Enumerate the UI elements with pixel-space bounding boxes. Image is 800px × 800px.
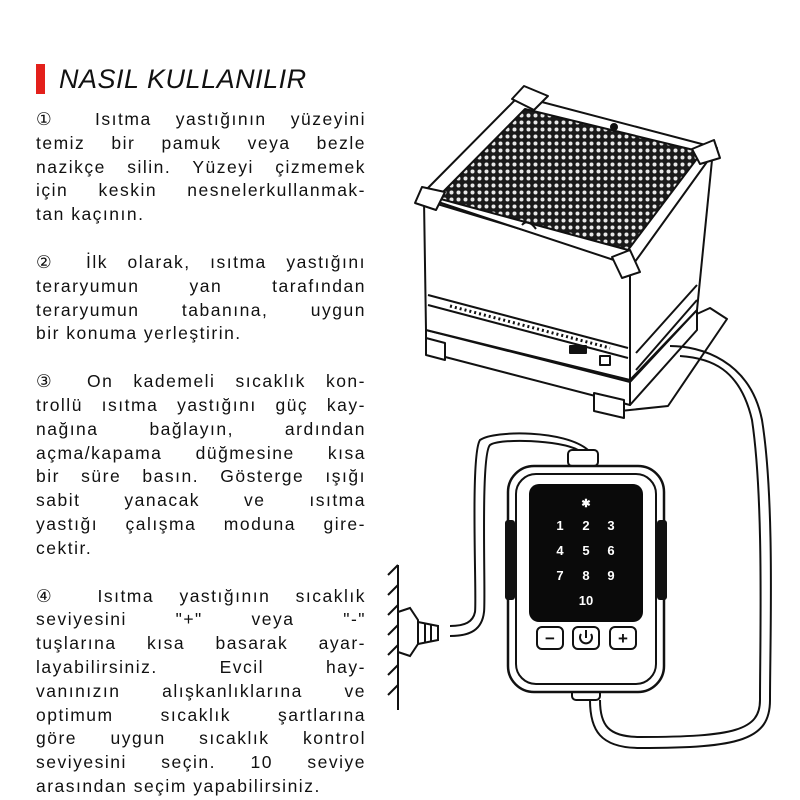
page-title: NASIL KULLANILIR (59, 63, 307, 94)
plus-button-label: + (618, 629, 628, 648)
step-line: arasından seçim yapabilirsiniz. (36, 775, 321, 796)
level-label: 6 (607, 543, 615, 558)
minus-button[interactable] (537, 627, 563, 649)
level-label: 7 (556, 568, 564, 583)
step-line: temiz bir pamuk veya bezle (36, 132, 366, 153)
step-3 (36, 370, 366, 560)
level-label: 8 (582, 568, 590, 583)
level-label: 5 (582, 543, 590, 558)
step-line: cektir. (36, 537, 93, 558)
power-button[interactable] (573, 627, 599, 649)
step-line: vanınızın alışkanlıklarına ve (36, 680, 366, 701)
step-line: göre uygun sıcaklık kontrol (36, 728, 366, 749)
step-line: ③ On kademeli sıcaklık kon- (36, 371, 366, 392)
step-line: teraryumun tabanına, uygun (36, 299, 366, 320)
terrarium-heating-pad-illustration (370, 60, 800, 800)
level-label: 1 (556, 518, 564, 533)
indicator-light-icon: ✱ (581, 498, 591, 510)
step-line: tan kaçının. (36, 204, 145, 225)
step-line: yastığı çalışma moduna gire- (36, 513, 366, 534)
step-line: açma/kapama düğmesine kısa (36, 442, 366, 463)
step-line: ② İlk olarak, ısıtma yastığını (36, 251, 366, 272)
step-line: bir konuma yerleştirin. (36, 323, 242, 344)
step-line: ① Isıtma yastığının yüzeyini (36, 109, 366, 129)
step-line: optimum sıcaklık şartlarına (36, 704, 366, 725)
step-line: bir süre basın. Gösterge ışığı (36, 466, 366, 487)
heading-block (36, 62, 307, 96)
step-4 (36, 585, 366, 799)
step-line: tuşlarına kısa basarak ayar- (36, 633, 366, 654)
step-line: trollü ısıtma yastığını güç kay- (36, 394, 366, 415)
instruction-steps (36, 108, 366, 799)
step-1 (36, 108, 366, 227)
plus-button[interactable] (610, 627, 636, 649)
step-line: nağına bağlayın, ardından (36, 418, 366, 439)
step-2 (36, 251, 366, 346)
step-line: için keskin nesnelerkullanmak- (36, 180, 366, 201)
level-label: 10 (578, 593, 594, 608)
terrarium (415, 86, 727, 418)
step-line: sabit yanacak ve ısıtma (36, 490, 366, 511)
level-label: 9 (607, 568, 615, 583)
level-label: 2 (582, 518, 590, 533)
step-line: teraryumun yan tarafından (36, 275, 366, 296)
step-line: ④ Isıtma yastığının sıcaklık (36, 585, 366, 606)
step-line: nazikçe silin. Yüzeyi çizmemek (36, 156, 366, 177)
level-label: 3 (607, 518, 615, 533)
wall-plug (388, 565, 438, 710)
step-line: seviyesini seçin. 10 seviye (36, 752, 366, 773)
accent-bar (36, 64, 45, 94)
step-line: layabilirsiniz. Evcil hay- (36, 656, 366, 677)
level-label: 4 (556, 543, 564, 558)
step-line: seviyesini "+" veya "-" (36, 609, 366, 630)
minus-button-label: − (545, 629, 555, 648)
